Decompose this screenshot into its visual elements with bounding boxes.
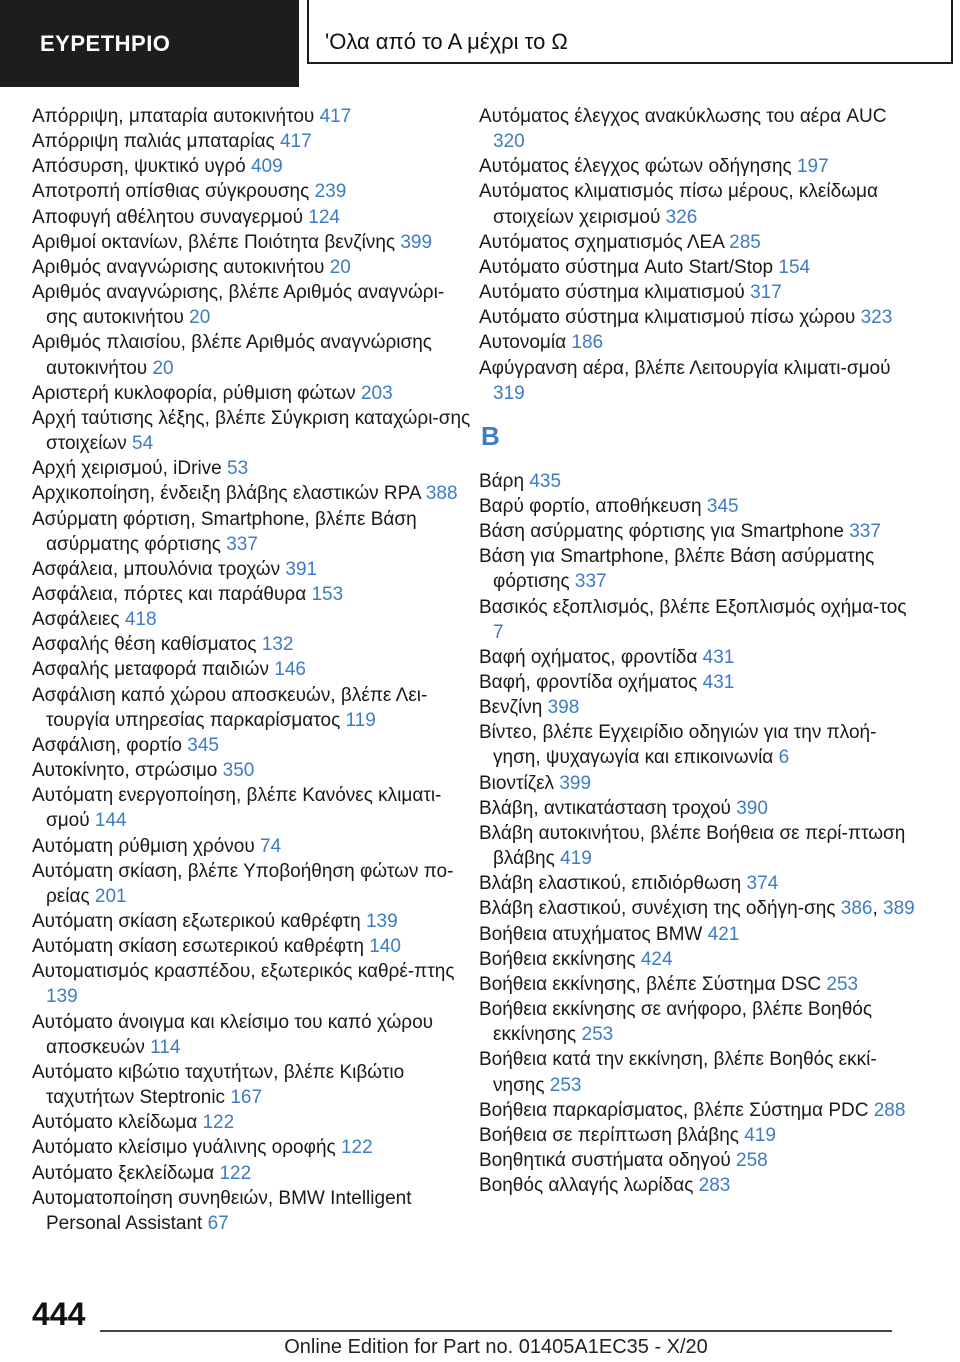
index-entry [32,607,472,632]
page-reference-link[interactable]: 139 [365,911,398,932]
page-reference-link[interactable]: 253 [549,1074,582,1096]
page-reference-link[interactable]: 319 [493,382,525,404]
page-reference-link[interactable]: 288 [873,1099,906,1121]
page-reference-link[interactable]: 122 [219,1162,252,1184]
index-term: Ασφάλιση καπό χώρου αποσκευών, βλέπε Λει‐τουργία υπηρεσίας παρκαρίσματος [32,684,428,731]
index-term: Βοήθεια εκκίνησης, βλέπε Σύστημα DSC [479,973,827,995]
index-term: Ασφάλεια, πόρτες και παράθυρα [32,583,312,605]
page-reference-link[interactable]: 421 [707,923,740,945]
index-entry [479,544,919,594]
index-group-b [479,469,919,1199]
index-entry [479,720,919,770]
index-term: Αυτόματος έλεγχος φώτων οδήγησης [479,156,797,178]
page-reference-link[interactable]: 386 [840,898,873,920]
index-entry [32,205,472,230]
index-term: Βαρύ φορτίο, αποθήκευση [479,495,707,517]
page-reference-link[interactable]: 239 [314,181,347,203]
index-term: Αυτόματο κλείσιμο γυάλινης οροφής [32,1137,341,1159]
page-reference-link[interactable]: 350 [222,760,255,782]
index-entry [32,557,472,582]
index-entry [479,356,919,406]
index-term: Αριθμός πλαισίου, βλέπε Αριθμός αναγνώρισης αυτοκινήτου [32,332,432,379]
page-reference-link[interactable]: 132 [261,634,294,656]
page-reference-link[interactable]: 197 [796,156,829,178]
page-reference-link[interactable]: 409 [250,156,283,178]
index-term: Αυτόματο ξεκλείδωμα [32,1162,220,1184]
index-term: Ασφάλεια, μπουλόνια τροχών [32,558,286,580]
index-entry [479,645,919,670]
section-subtitle: 'Ολα από το Α μέχρι το Ω [307,0,953,64]
index-entry [479,255,919,280]
page-reference-link[interactable]: 389 [883,898,915,920]
page-reference-link[interactable]: 419 [744,1124,776,1146]
index-entry [479,230,919,255]
page-reference-link[interactable]: 283 [698,1175,731,1197]
index-entry [479,1047,919,1097]
index-term: Βοήθεια κατά την εκκίνηση, βλέπε Βοηθός εκκί‐νησης [479,1049,877,1096]
index-entry [479,922,919,947]
index-entry [479,305,919,330]
index-entry [32,1110,472,1135]
index-entry [479,104,919,154]
page-reference-link[interactable]: 431 [702,672,735,694]
index-entry [479,469,919,494]
index-entry [32,632,472,657]
index-term: Ασφαλής θέση καθίσματος [32,634,262,656]
index-term: Βοήθεια ατυχήματος BMW [479,923,708,945]
page-reference-link[interactable]: 167 [230,1087,263,1109]
index-term: Αφύγρανση αέρα, βλέπε Λειτουργία κλιματι‐σμού [479,357,891,379]
index-entry [32,154,472,179]
page-reference-link[interactable]: 253 [581,1024,614,1046]
index-term: Βάση για Smartphone, βλέπε Βάση ασύρματης φόρτισης [479,546,875,593]
index-entry [32,859,472,909]
index-term: Βίντεο, βλέπε Εγχειρίδιο οδηγιών για την πλοή‐γηση, ψυχαγωγία και επικοινωνία [479,722,877,769]
index-entry [32,1010,472,1060]
index-column-right [479,104,919,1198]
index-term: Αυτόματος έλεγχος ανακύκλωσης του αέρα AUC [479,106,887,127]
page-reference-link[interactable]: 399 [559,772,592,794]
index-term: Αυτόματη ρύθμιση χρόνου [32,835,261,857]
index-term: Ασύρματη φόρτιση, Smartphone, βλέπε Βάση ασύρματης φόρτισης [32,508,417,555]
page-reference-link[interactable]: 431 [702,646,735,668]
index-term: Αποτροπή οπίσθιας σύγκρουσης [32,181,315,203]
index-term: Αυτόματο κλείδωμα [32,1112,203,1134]
index-entry [32,683,472,733]
index-term: Αυτοματοποίηση συνηθειών, BMW Intelligent Personal Assistant [32,1187,412,1234]
index-entry [479,796,919,821]
index-term: Αυτόματος σχηματισμός ΛΕΑ [479,231,730,253]
page-reference-link[interactable]: 146 [274,659,306,681]
index-term: Αυτόματο κιβώτιο ταχυτήτων, βλέπε Κιβώτιο ταχυτήτων Steptronic [32,1061,405,1109]
page-reference-link[interactable]: 201 [94,885,127,907]
index-term: Βλάβη ελαστικού, επιδιόρθωση [479,873,747,895]
index-term: Αυτόματος κλιματισμός πίσω μέρους, κλείδωμα στοιχείων χειρισμού [479,181,878,228]
index-term: Βοήθεια εκκίνησης [479,948,641,970]
index-term: Αριστερή κυκλοφορία, ρύθμιση φώτων [32,382,361,404]
index-term: Αυτόματο σύστημα Auto Start/Stop [479,256,779,278]
index-entry [32,255,472,280]
index-entry [479,771,919,796]
index-entry [32,758,472,783]
index-entry [32,1186,472,1236]
index-term: Βλάβη αυτοκινήτου, βλέπε Βοήθεια σε περί‐πτωση βλάβης [479,822,906,870]
index-term: Βοήθεια παρκαρίσματος, βλέπε Σύστημα PDC [479,1099,874,1121]
index-entry [32,381,472,406]
index-entry [479,1173,919,1198]
page-reference-link[interactable]: 337 [849,521,881,543]
index-term: Αποφυγή αθέλητου συναγερμού [32,206,309,228]
index-entry [32,1135,472,1160]
index-term: Αυτόματη σκίαση, βλέπε Υποβοήθηση φώτων πο‐ρείας [32,860,454,907]
page-reference-link[interactable]: 374 [746,873,779,895]
page-reference-link[interactable]: 345 [706,495,739,517]
page-header [0,0,960,87]
page-reference-link[interactable]: 153 [311,583,344,605]
page-reference-link[interactable]: 154 [778,256,811,278]
page-reference-link[interactable]: 7 [493,621,504,643]
index-term: Ασφάλιση, φορτίο [32,734,188,756]
page-reference-link[interactable]: 419 [560,848,592,870]
page-reference-link[interactable]: 20 [152,357,174,379]
index-entry [479,1148,919,1173]
index-term: Αρχή χειρισμού, iDrive [32,458,228,480]
index-term: Βλάβη, αντικατάσταση τροχού [479,797,737,819]
index-group-a [479,104,919,406]
page-reference-link[interactable]: 285 [729,231,761,253]
index-term: Βλάβη ελαστικού, συνέχιση της οδήγη‐σης [479,898,841,920]
index-term: Αυτοκίνητο, στρώσιμο [32,760,223,782]
page-reference-link[interactable]: 54 [132,433,154,455]
index-entry [32,406,472,456]
page-reference-link[interactable]: 391 [285,558,318,580]
index-entry [32,481,472,506]
page-reference-link[interactable]: 122 [202,1112,235,1134]
index-term: Βοηθός αλλαγής λωρίδας [479,1175,699,1197]
index-entry [32,834,472,859]
page-reference-link[interactable]: 320 [493,131,525,153]
index-term: Απόρριψη παλιάς μπαταρίας [32,131,280,153]
page-reference-link[interactable]: 74 [260,835,282,857]
index-term: Ασφαλής μεταφορά παιδιών [32,659,275,681]
index-term: Αυτόματη σκίαση εσωτερικού καθρέφτη [32,936,370,958]
page-reference-link[interactable]: 399 [400,231,433,253]
index-term: Βασικός εξοπλισμός, βλέπε Εξοπλισμός οχήμα‐τος [479,596,907,618]
index-entry [32,1060,472,1110]
index-term: Αυτόματο σύστημα κλιματισμού πίσω χώρου [479,307,861,329]
index-term: Βάρη [479,470,530,492]
index-entry [32,934,472,959]
page-reference-link[interactable]: 53 [227,458,249,480]
index-column-left [32,104,472,1236]
index-entry [32,507,472,557]
index-term: Αρχικοποίηση, ένδειξη βλάβης ελαστικών RPA [32,483,426,505]
index-entry [479,972,919,997]
page-reference-link[interactable]: 186 [571,332,604,354]
index-term: Βιοντίζελ [479,772,560,794]
footer-divider [100,1330,892,1332]
index-term: Αριθμός αναγνώρισης, βλέπε Αριθμός αναγνώρι‐σης αυτοκινήτου [32,282,445,329]
index-entry [479,519,919,544]
index-entry [32,909,472,934]
page-reference-link[interactable]: 424 [640,948,673,970]
index-term: Βάση ασύρματης φόρτισης για Smartphone [479,521,850,543]
index-entry [479,494,919,519]
page-reference-link[interactable]: 140 [369,936,401,958]
page-reference-link[interactable]: 418 [124,609,157,631]
page-reference-link[interactable]: 122 [340,1137,373,1159]
page-reference-link[interactable]: 253 [826,973,859,995]
index-entry [479,280,919,305]
page-reference-link[interactable]: 203 [360,382,393,404]
page-reference-link[interactable]: 6 [778,747,790,769]
index-entry [32,104,472,129]
page-reference-link[interactable]: 337 [226,533,258,555]
index-entry [32,582,472,607]
index-term: Απόσυρση, ψυκτικό υγρό [32,156,251,178]
index-term: Βαφή, φροντίδα οχήματος [479,672,703,694]
index-entry [479,154,919,179]
index-term: Βοηθητικά συστήματα οδηγού [479,1149,736,1171]
page-reference-link[interactable]: 345 [187,734,219,756]
page-reference-link[interactable]: 417 [319,106,352,127]
index-entry [479,997,919,1047]
footer-edition-text: Online Edition for Part no. 01405A1EC35 - X/20 [284,1336,708,1358]
index-term: Ασφάλειες [32,609,125,631]
index-term: Αυτόματη ενεργοποίηση, βλέπε Κανόνες κλιματι‐σμού [32,785,442,832]
index-term: Αυτονομία [479,332,572,354]
page-reference-link[interactable]: 417 [279,131,312,153]
index-entry [479,821,919,871]
index-term: Βαφή οχήματος, φροντίδα [479,646,703,668]
index-term: Απόρριψη, μπαταρία αυτοκινήτου [32,106,320,127]
index-entry: Βλάβη ελαστικού, συνέχιση της οδήγη‐σης 386, 389 [479,898,915,920]
page-reference-link[interactable]: 124 [308,206,340,228]
index-entry [479,670,919,695]
index-term: Αρχή ταύτισης λέξης, βλέπε Σύγκριση καταχώρι‐σης στοιχείων [32,407,471,455]
index-entry [32,783,472,833]
page-reference-link[interactable]: 114 [150,1036,181,1058]
index-entry [479,1123,919,1148]
page-reference-link[interactable]: 20 [329,256,351,278]
index-entry [32,657,472,682]
page-reference-link[interactable]: 119 [345,709,376,731]
page-number: 444 [32,1296,86,1332]
index-term: Βοήθεια εκκίνησης σε ανήφορο, βλέπε Βοηθός εκκίνησης [479,999,873,1046]
index-term: Βενζίνη [479,697,548,719]
index-entry [32,456,472,481]
page-reference-link[interactable]: 398 [547,697,580,719]
index-entry [479,871,919,896]
index-entry [479,695,919,720]
index-entry [32,330,472,380]
page-reference-link[interactable]: 139 [46,986,78,1008]
index-entry [479,947,919,972]
index-term: Βοήθεια σε περίπτωση βλάβης [479,1124,745,1146]
page-reference-link[interactable]: 20 [189,307,211,329]
page-reference-link[interactable]: 323 [860,307,893,329]
index-term: Αυτόματο άνοιγμα και κλείσιμο του καπό χώρου αποσκευών [32,1011,434,1058]
section-letter: B [481,420,500,451]
index-term: Αυτόματο σύστημα κλιματισμού [479,282,751,304]
page-reference-link[interactable]: 258 [736,1149,768,1171]
page-reference-link[interactable]: 390 [736,797,768,819]
index-term: Αυτοματισμός κρασπέδου, εξωτερικός καθρέ‐πτης [32,961,455,983]
index-entry [32,959,472,1009]
page-reference-link[interactable]: 326 [665,206,698,228]
index-entry [479,595,919,645]
index-entry [32,280,472,330]
index-term: Αριθμός αναγνώρισης αυτοκινήτου [32,256,330,278]
index-entry [32,733,472,758]
index-entry [32,230,472,255]
page-reference-link[interactable]: 337 [574,571,607,593]
index-entry [479,179,919,229]
index-term: Αυτόματη σκίαση εξωτερικού καθρέφτη [32,911,366,932]
index-entry [479,330,919,355]
page-reference-link[interactable]: 317 [750,282,782,304]
index-entry [32,1161,472,1186]
index-entry [479,1098,919,1123]
index-entry [32,179,472,204]
index-entry [32,129,472,154]
page-reference-link[interactable]: 388 [425,483,458,505]
section-title: ΕΥΡΕΤΗΡΙΟ [0,0,299,87]
page-reference-link[interactable]: 435 [529,470,562,492]
index-term: Αριθμοί οκτανίων, βλέπε Ποιότητα βενζίνης [32,231,401,253]
page-reference-link[interactable]: 67 [207,1212,229,1234]
page-reference-link[interactable]: 144 [94,810,127,832]
